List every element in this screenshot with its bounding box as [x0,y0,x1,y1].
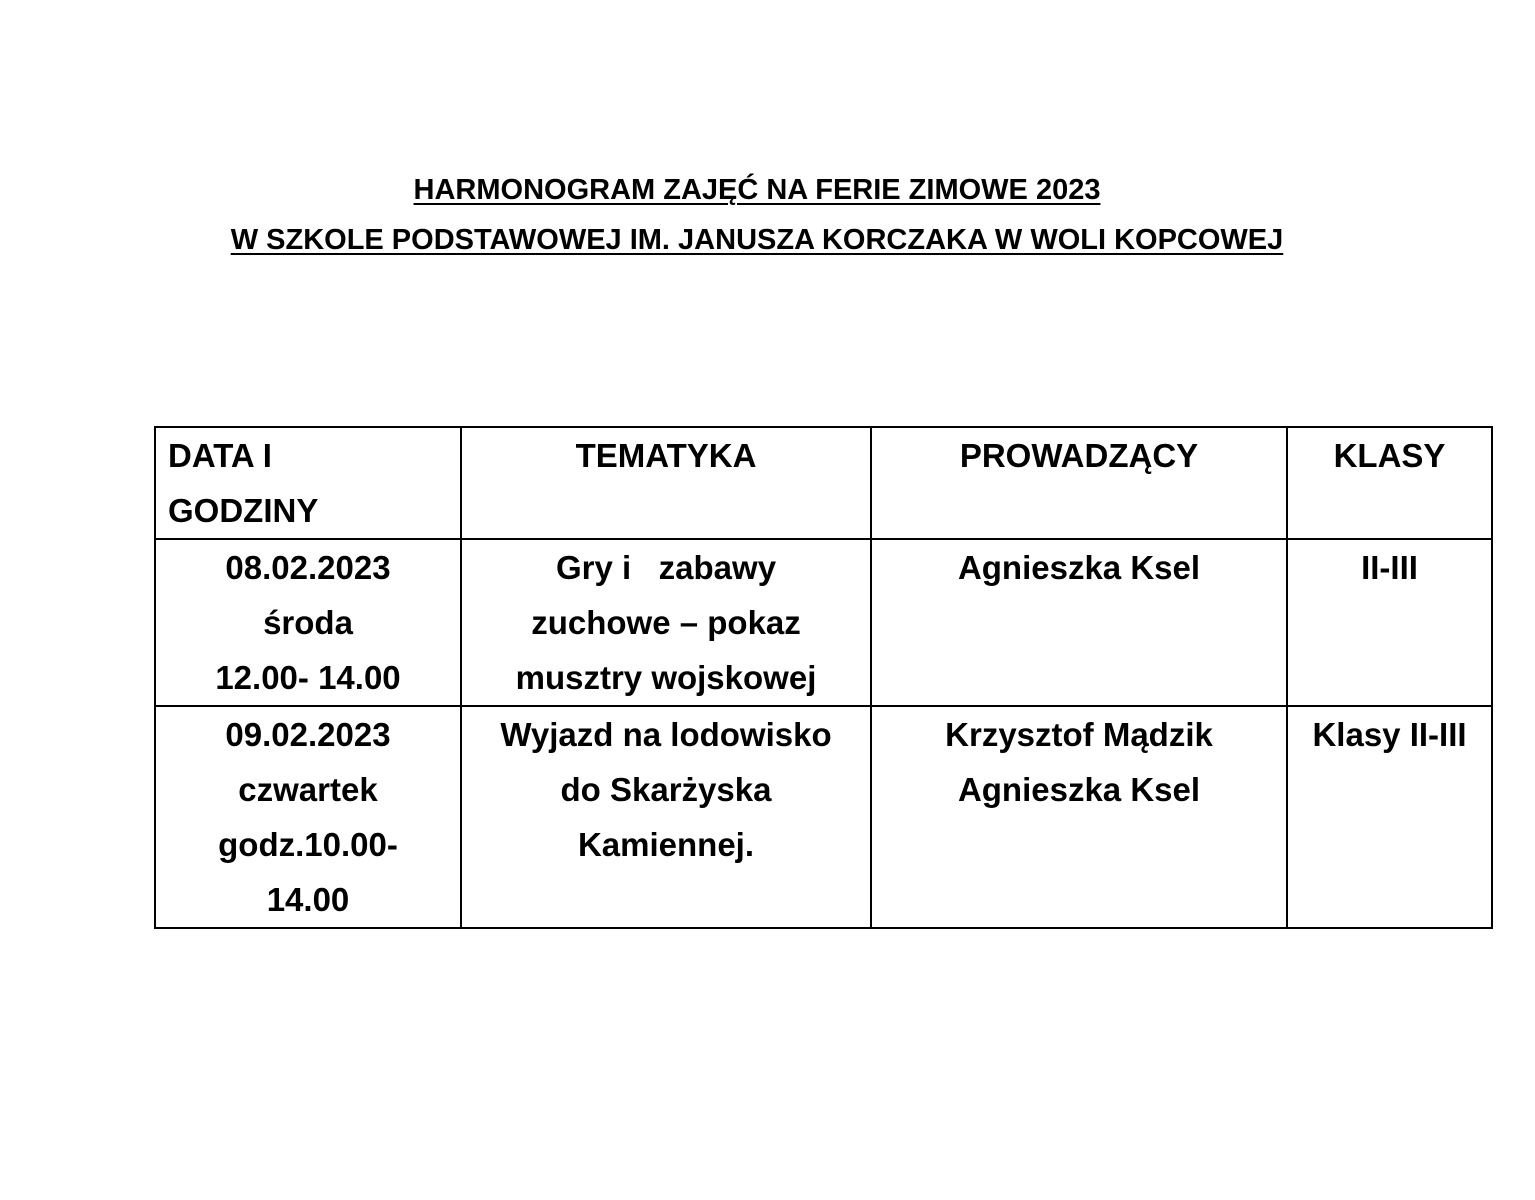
cell-leader [871,706,1287,928]
leader-name: Agnieszka Ksel [957,549,1201,586]
leader-name: Agnieszka Ksel [957,771,1201,808]
cell-date [155,706,461,928]
date-line: środa [263,604,353,641]
cell-classes: Klasy II-III [1287,706,1492,928]
header-date-line-2: GODZINY [168,492,319,529]
header-classes: KLASY [1287,427,1492,539]
topic-line: zuchowe – pokaz [531,604,801,641]
table-header-row [155,427,1492,539]
topic-line: Wyjazd na lodowisko [500,716,832,753]
document-title [0,165,1514,265]
header-leader: PROWADZĄCY [871,427,1287,539]
date-line: godz.10.00- [218,826,398,863]
header-topic: TEMATYKA [461,427,871,539]
date-line: 09.02.2023 [225,716,391,753]
header-date [155,427,461,539]
topic-line: Kamiennej. [577,826,755,863]
title-line-1: HARMONOGRAM ZAJĘĆ NA FERIE ZIMOWE 2023 [413,174,1101,206]
date-line: 12.00- 14.00 [215,659,401,696]
leader-name: Krzysztof Mądzik [945,716,1213,753]
schedule-table [154,426,1493,929]
title-line-2: W SZKOLE PODSTAWOWEJ IM. JANUSZA KORCZAKA W WOLI KOPCOWEJ [230,224,1284,256]
table-row [155,706,1492,928]
topic-line: do Skarżyska [560,771,772,808]
date-line: 08.02.2023 [225,549,391,586]
cell-topic [461,539,871,706]
cell-topic [461,706,871,928]
header-date-line-1: DATA I [168,437,272,474]
date-line: 14.00 [266,881,350,918]
table-row [155,539,1492,706]
date-line: czwartek [238,771,378,808]
cell-leader [871,539,1287,706]
topic-line: musztry wojskowej [515,659,817,696]
topic-line: Gry i zabawy [555,549,777,586]
cell-date [155,539,461,706]
cell-classes: II-III [1287,539,1492,706]
